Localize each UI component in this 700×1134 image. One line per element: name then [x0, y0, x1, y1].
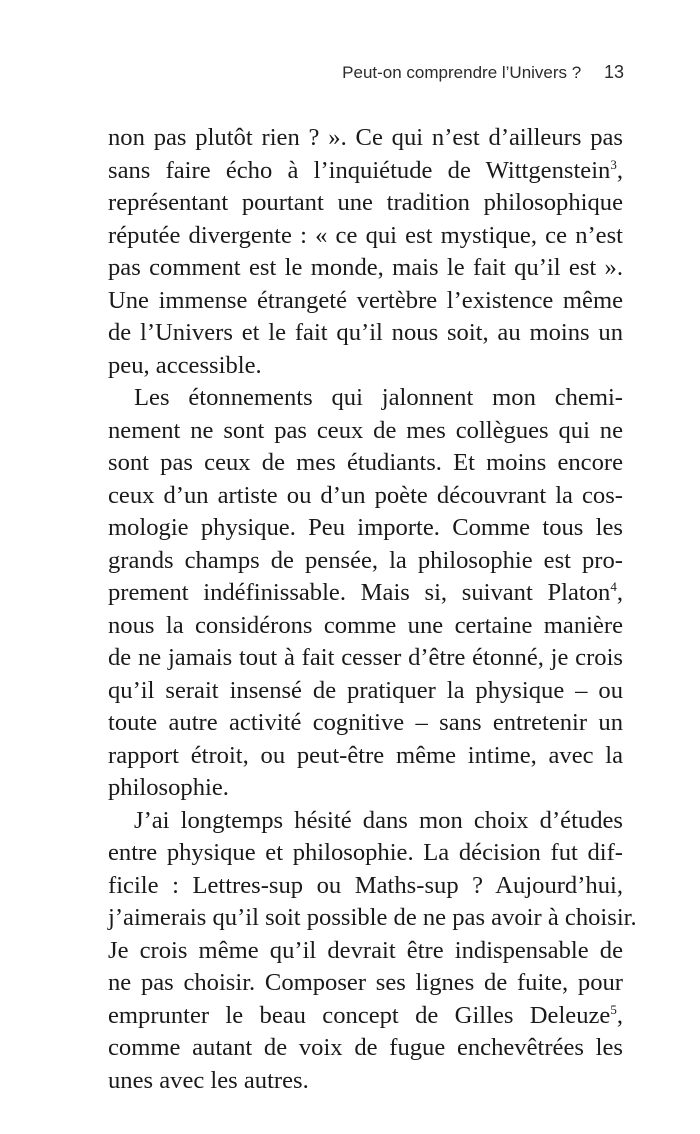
text-line — [108, 707, 623, 740]
text-line-tail: , — [616, 579, 623, 606]
text-line-content: toute autre activité cognitive – sans entretenir un — [108, 709, 623, 736]
text-line-content: unes avec les autres. — [108, 1066, 309, 1094]
text-line — [108, 902, 637, 935]
text-line-content: de ne jamais tout à fait cesser d’être étonné, je crois — [108, 644, 623, 671]
text-line — [108, 382, 623, 415]
text-line-content: ne pas choisir. Composer ses lignes de fuite, pour — [108, 969, 623, 996]
text-line — [108, 512, 623, 545]
text-line-content: sans faire écho à l’inquiétude de Wittgenstein — [108, 156, 611, 184]
text-line-content: non pas plutôt rien ? ». Ce qui n’est d’ailleurs pas — [108, 124, 623, 151]
text-line-content: représentant pourtant une tradition philosophique — [108, 189, 623, 216]
text-line — [108, 837, 623, 870]
text-line — [108, 187, 623, 220]
running-head-title: Peut-on comprendre l’Univers ? — [342, 63, 582, 82]
text-line — [108, 252, 623, 285]
text-line-content: nement ne sont pas ceux de mes collègues qui ne — [108, 416, 623, 444]
text-line — [108, 285, 623, 318]
text-line-content: j’aimerais qu’il soit possible de ne pas avoir à choisir. — [108, 904, 637, 931]
text-line-content: ficile : Lettres-sup ou Maths-sup ? Aujourd’hui, — [108, 871, 623, 899]
text-line — [108, 1000, 623, 1033]
text-line-content: réputée divergente : « ce qui est mystique, ce n’est — [108, 221, 623, 249]
text-line-tail: , — [616, 1001, 623, 1029]
text-line-content: emprunter le beau concept de Gilles Deleuze — [108, 1001, 611, 1029]
text-line-content: nous la considérons comme une certaine manière — [108, 611, 623, 639]
text-line — [108, 772, 623, 805]
text-line — [108, 545, 623, 578]
text-line-content: rapport étroit, ou peut-être même intime, avec la — [108, 741, 623, 769]
text-line-tail: , — [616, 156, 623, 184]
text-line — [108, 1065, 623, 1098]
text-line — [108, 350, 623, 383]
text-line-content: peu, accessible. — [108, 351, 262, 379]
text-line-content: prement indéfinissable. Mais si, suivant Platon — [108, 579, 611, 606]
footnote-reference: 5 — [610, 1001, 617, 1017]
text-line-content: comme autant de voix de fugue enchevêtrées les — [108, 1034, 623, 1061]
footnote-reference: 3 — [610, 156, 617, 172]
text-line-content: de l’Univers et le fait qu’il nous soit, au moins un — [108, 319, 623, 346]
text-line — [108, 1032, 623, 1065]
body-text — [108, 122, 637, 1097]
text-line — [108, 935, 623, 968]
text-line — [108, 577, 623, 610]
text-line — [108, 870, 623, 903]
text-line — [108, 967, 623, 1000]
text-line-content: philosophie. — [108, 774, 229, 801]
footnote-reference: 4 — [610, 579, 617, 594]
text-line — [108, 415, 623, 448]
text-line-content: Je crois même qu’il devrait être indispensable de — [108, 936, 623, 964]
text-line-content: J’ai longtemps hésité dans mon choix d’études — [134, 806, 623, 834]
text-line — [108, 740, 623, 773]
text-line-content: Une immense étrangeté vertèbre l’existence même — [108, 286, 623, 314]
text-line — [108, 805, 623, 838]
text-line — [108, 610, 623, 643]
text-line — [108, 447, 623, 480]
text-line-content: ceux d’un artiste ou d’un poète découvrant la cos- — [108, 481, 623, 509]
text-line — [108, 675, 623, 708]
text-line-content: Les étonnements qui jalonnent mon chemi- — [134, 384, 623, 411]
text-line — [108, 220, 623, 253]
text-line — [108, 480, 623, 513]
text-line-content: qu’il serait insensé de pratiquer la physique – ou — [108, 676, 623, 704]
text-line-content: entre physique et philosophie. La décision fut dif- — [108, 839, 623, 866]
text-line — [108, 155, 623, 188]
text-line-content: pas comment est le monde, mais le fait qu’il est ». — [108, 254, 623, 281]
text-line-content: grands champs de pensée, la philosophie est pro- — [108, 546, 623, 574]
text-line-content: mologie physique. Peu importe. Comme tous les — [108, 514, 623, 541]
text-line — [108, 642, 623, 675]
running-head — [342, 62, 624, 83]
text-line — [108, 317, 623, 350]
text-line — [108, 122, 623, 155]
page-number: 13 — [603, 62, 624, 82]
text-line-content: sont pas ceux de mes étudiants. Et moins encore — [108, 449, 623, 476]
